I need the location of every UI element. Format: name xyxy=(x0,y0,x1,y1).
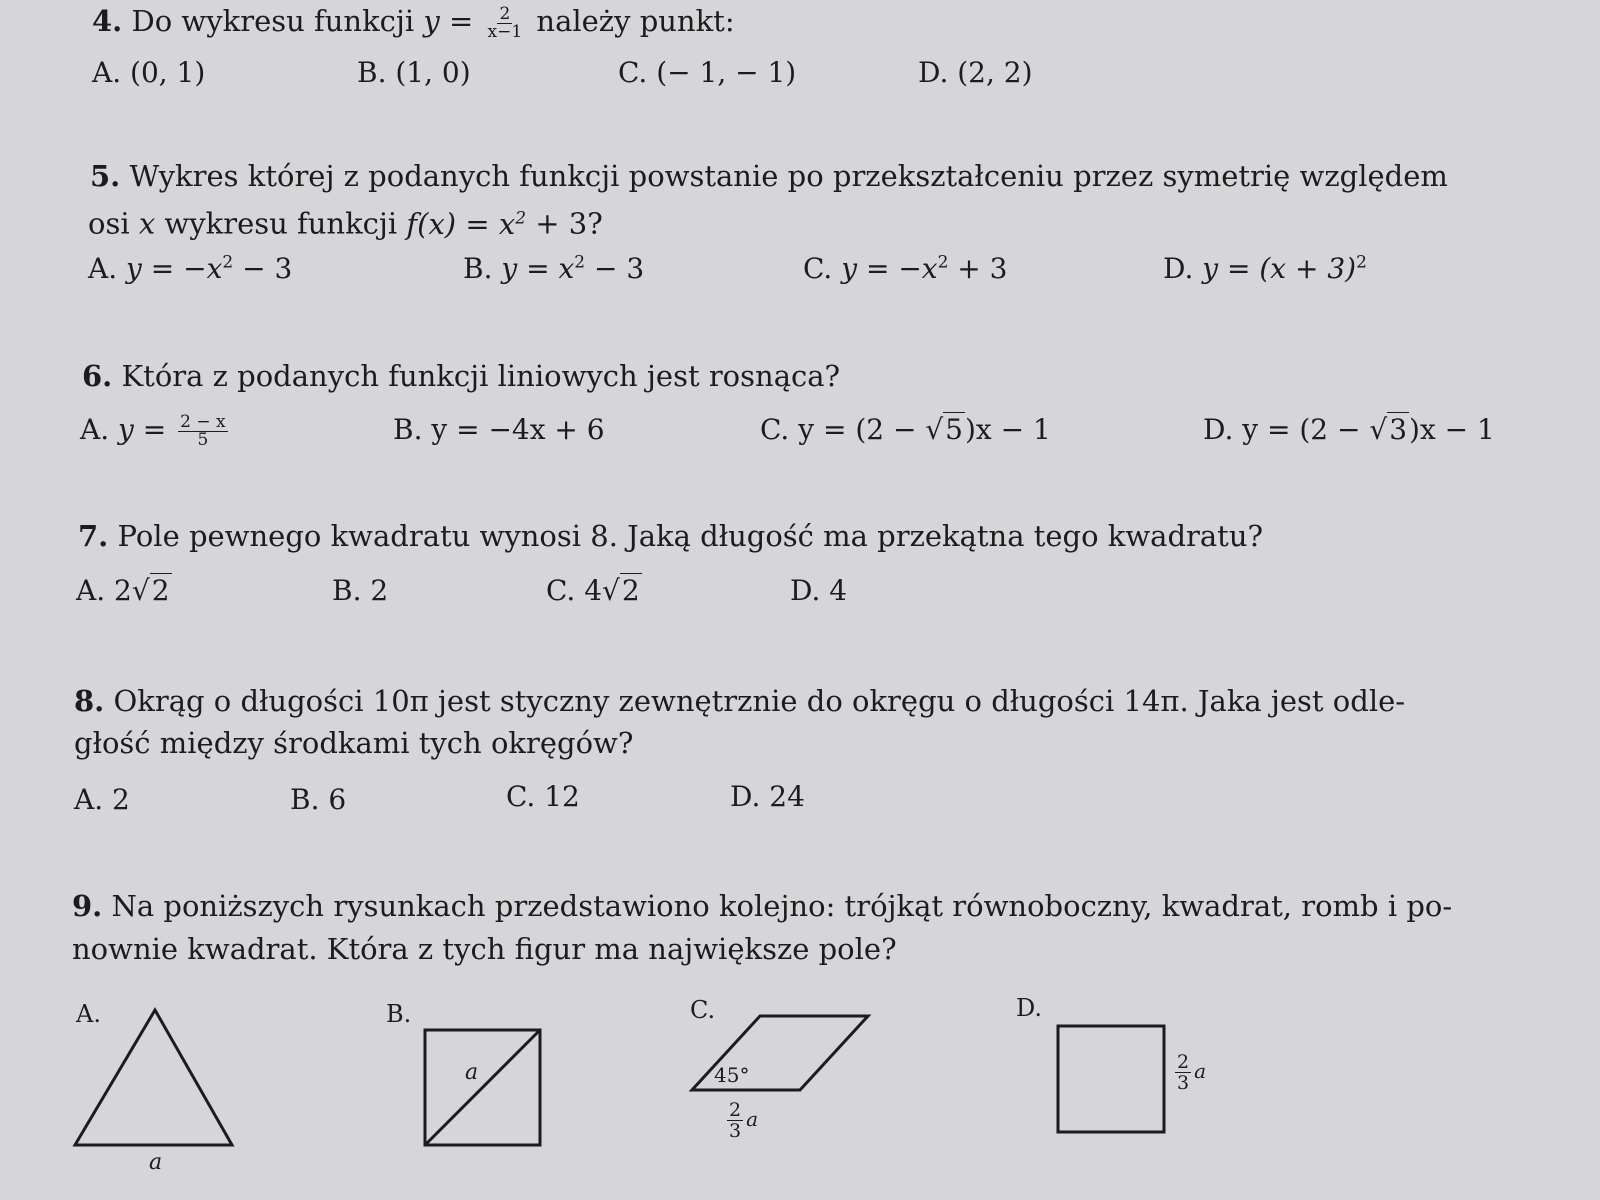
function-definition: $f(x) = x^2$ xyxy=(406,206,527,241)
option-a: A. 2√2 xyxy=(76,574,170,607)
sqrt: √5 xyxy=(925,413,963,446)
option-d: D. (2, 2) xyxy=(918,56,1033,89)
question-text: Do wykresu funkcji xyxy=(131,4,415,38)
square-b-diagonal xyxy=(425,1030,540,1145)
option-c: C. (− 1, − 1) xyxy=(618,56,797,89)
fraction: $\frac{2 - x}{5}$ xyxy=(180,412,226,450)
question-number: 4. xyxy=(92,4,123,38)
option-d: D. 24 xyxy=(730,780,805,813)
option-d: D. y = (2 − √3)x − 1 xyxy=(1203,413,1495,446)
figure-label-c: C. xyxy=(690,996,716,1024)
option-b: B. y = −4x + 6 xyxy=(393,413,605,446)
question-5-line2: osi x wykresu funkcji $f(x) = x^2 + 3$? xyxy=(88,206,603,241)
figure-label-b: B. xyxy=(386,1000,412,1028)
equation-lhs: y = xyxy=(423,4,474,38)
option-b: B. (1, 0) xyxy=(357,56,471,89)
question-text: Która z podanych funkcji liniowych jest rosnąca? xyxy=(121,359,841,393)
option-d: D. 4 xyxy=(790,574,848,607)
option-c: C. 4√2 xyxy=(546,574,640,607)
option-d: D. $y = (x + 3)^2$ xyxy=(1163,252,1367,285)
equilateral-triangle xyxy=(75,1010,232,1145)
question-text: Pole pewnego kwadratu wynosi 8. Jaką długość ma przekątna tego kwadratu? xyxy=(117,519,1264,553)
question-number: 5. xyxy=(90,159,121,193)
figure-label-d: D. xyxy=(1016,994,1043,1022)
option-a: A. (0, 1) xyxy=(92,56,206,89)
question-8-line2: głość między środkami tych okręgów? xyxy=(74,726,634,760)
rhombus-side-label: $\frac{2}{3}$ a xyxy=(729,1099,759,1142)
option-c: C. $y = -x^2 + 3$ xyxy=(803,252,1008,285)
sqrt: √3 xyxy=(1369,413,1408,446)
question-text-end: należy punkt: xyxy=(536,4,735,38)
square-d xyxy=(1058,1026,1164,1132)
question-text: Wykres której z podanych funkcji powstanie po przekształceniu przez symetrię względem xyxy=(129,159,1448,193)
option-b: B. $y = x^2 - 3$ xyxy=(463,252,645,285)
question-text: Na poniższych rysunkach przedstawiono kolejno: trójkąt równoboczny, kwadrat, romb i po- xyxy=(111,889,1453,923)
figure-label-a: A. xyxy=(76,1000,101,1028)
option-b: B. 6 xyxy=(290,783,347,816)
question-number: 6. xyxy=(82,359,113,393)
option-a: A. 2 xyxy=(74,783,130,816)
question-number: 9. xyxy=(72,889,103,923)
triangle-side-label: a xyxy=(149,1150,163,1175)
option-c: C. 12 xyxy=(506,780,580,813)
square-side-label: $\frac{2}{3}$ a xyxy=(1177,1051,1207,1094)
option-a: A. $y = -x^2 - 3$ xyxy=(88,252,293,285)
option-b: B. 2 xyxy=(332,574,389,607)
question-number: 8. xyxy=(74,684,105,718)
question-text: Okrąg o długości 10π jest styczny zewnętrznie do okręgu o długości 14π. Jaka jest odle- xyxy=(113,684,1406,718)
diagonal-label: a xyxy=(465,1060,479,1085)
angle-label: 45° xyxy=(714,1063,750,1087)
question-9-line2: nownie kwadrat. Która z tych figur ma największe pole? xyxy=(72,932,897,966)
fraction: $\frac{2}{x-1}$ xyxy=(487,3,523,42)
option-a: A. y = $\frac{2 - x}{5}$ xyxy=(80,412,226,450)
question-number: 7. xyxy=(78,519,109,553)
option-c: C. y = (2 − √5)x − 1 xyxy=(760,413,1051,446)
